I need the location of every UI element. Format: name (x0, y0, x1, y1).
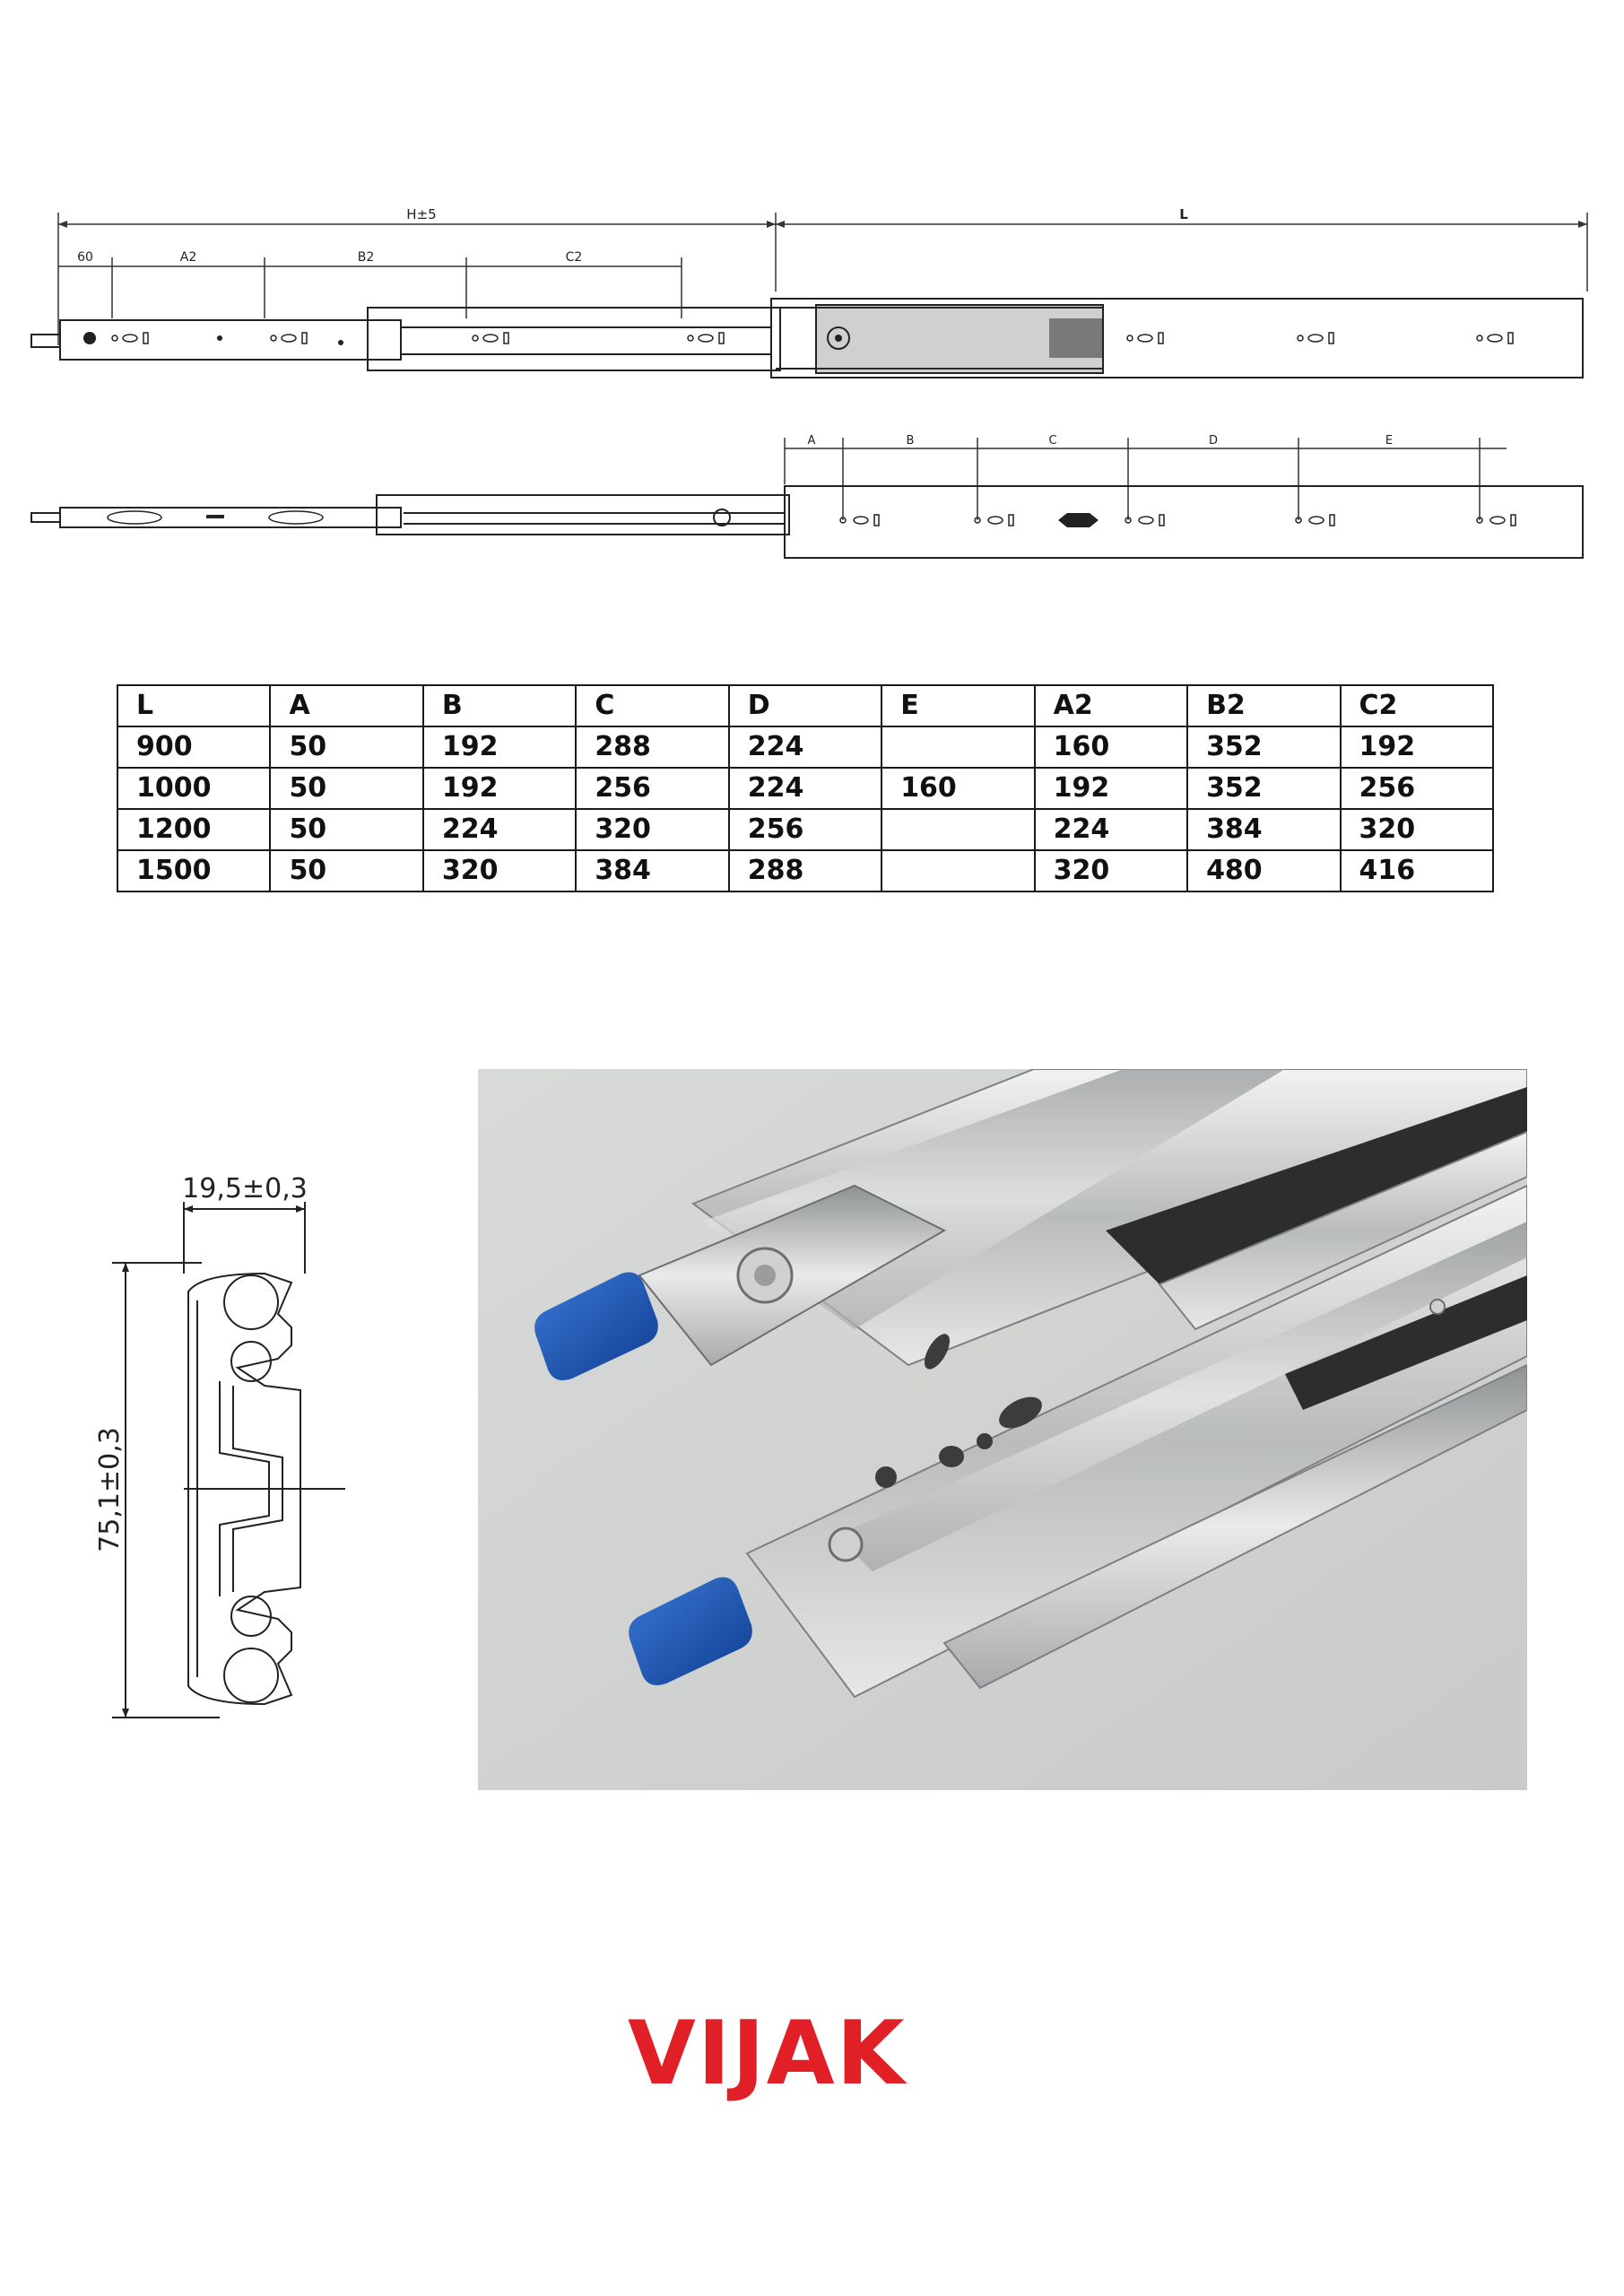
table-cell: 224 (1035, 809, 1187, 850)
dim-c2-label: C2 (565, 250, 583, 265)
table-header-cell: C2 (1341, 685, 1494, 726)
table-cell: 224 (729, 726, 881, 768)
vijak-logo (628, 2003, 924, 2105)
table-cell: 224 (729, 768, 881, 809)
profile-height-label: 75,1±0,3 (94, 1427, 126, 1552)
slide-drawing-extended (27, 202, 1605, 381)
table-header-row (117, 685, 1493, 726)
table-header-cell: B (423, 685, 576, 726)
table-cell: 1000 (117, 768, 270, 809)
table-cell: 480 (1187, 850, 1340, 891)
table-cell: 288 (576, 726, 728, 768)
dim-d-label: D (1208, 434, 1219, 448)
table-cell: 320 (1341, 809, 1494, 850)
table-cell: 224 (423, 809, 576, 850)
table-cell: 288 (729, 850, 881, 891)
table-cell: 416 (1341, 850, 1494, 891)
table-cell: 256 (729, 809, 881, 850)
profile-width-label: 19,5±0,3 (182, 1173, 308, 1205)
table-cell: 160 (881, 768, 1034, 809)
dim-b2-label: B2 (357, 250, 375, 265)
table-cell: 320 (1035, 850, 1187, 891)
table-cell: 384 (576, 850, 728, 891)
logo-text: VIJAK (628, 2003, 907, 2105)
table-cell: 160 (1035, 726, 1187, 768)
table-cell (881, 850, 1034, 891)
table-row (117, 850, 1493, 891)
table-cell: 50 (270, 850, 422, 891)
dim-c-label: C (1048, 434, 1057, 448)
table-cell (881, 726, 1034, 768)
dim-b-label: B (906, 434, 915, 448)
table-cell: 192 (1341, 726, 1494, 768)
table-cell: 192 (423, 768, 576, 809)
table-header-cell: C (576, 685, 728, 726)
table-cell: 1500 (117, 850, 270, 891)
table-cell: 192 (423, 726, 576, 768)
table-row (117, 768, 1493, 809)
dim-length-label: L (1179, 206, 1188, 222)
table-cell: 384 (1187, 809, 1340, 850)
table-header-cell: A2 (1035, 685, 1187, 726)
table-cell: 50 (270, 768, 422, 809)
table-cell: 352 (1187, 726, 1340, 768)
table-cell: 1200 (117, 809, 270, 850)
slide-profile-section (85, 1157, 381, 1740)
table-header-cell: D (729, 685, 881, 726)
table-cell: 352 (1187, 768, 1340, 809)
table-cell: 50 (270, 809, 422, 850)
table-cell: 320 (423, 850, 576, 891)
table-header-cell: E (881, 685, 1034, 726)
table-row (117, 726, 1493, 768)
table-cell: 192 (1035, 768, 1187, 809)
table-cell: 900 (117, 726, 270, 768)
slide-drawing-closed (27, 430, 1605, 574)
drawer-slide-photo (478, 1069, 1527, 1790)
table-header-cell: L (117, 685, 270, 726)
dimension-table (117, 684, 1494, 892)
table-cell: 320 (576, 809, 728, 850)
table-cell: 256 (1341, 768, 1494, 809)
dim-a2-label: A2 (179, 250, 197, 265)
table-cell (881, 809, 1034, 850)
table-header-cell: A (270, 685, 422, 726)
dim-e-label: E (1385, 434, 1394, 448)
table-row (117, 809, 1493, 850)
table-cell: 50 (270, 726, 422, 768)
dim-a-label: A (807, 434, 816, 448)
dim-60-label: 60 (77, 250, 93, 265)
dim-overall-label: H±5 (406, 206, 437, 222)
table-header-cell: B2 (1187, 685, 1340, 726)
table-cell: 256 (576, 768, 728, 809)
